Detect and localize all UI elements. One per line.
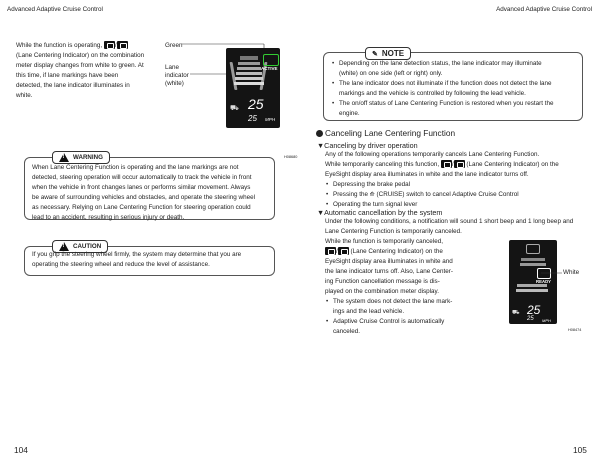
- sub1-bullet: • Pressing the ⟰ (CRUISE) switch to cancel Adaptive Cruise Control: [325, 190, 589, 200]
- note-list: [331, 59, 577, 119]
- fig1-code: H08680: [284, 155, 298, 159]
- car-icon: ⛟: [230, 105, 239, 112]
- cruise-switch-icon: ⟰: [369, 192, 375, 198]
- fig2-code: H08474: [568, 328, 582, 332]
- page-number-left: 104: [14, 445, 28, 455]
- caution-title: ! CAUTION: [52, 240, 108, 253]
- note-icon: ✎: [372, 50, 378, 58]
- sub2-body-narrow: While the function is temporarily canceled, / (Lane Centering Indicator) on the EyeSight display area illuminates in white and the lane indicator turns off. Also, Lane Center- ing Function cancellation message is dis- played on the combination meter display. • The system does not detect the lane mark- ings and the lead vehicle. • Adaptive Cruise Control is automatically canceled.: [325, 237, 485, 337]
- active-label: ACTIVE: [261, 66, 278, 71]
- triangle-marker-icon: ▼: [317, 141, 325, 150]
- current-speed: 25: [248, 114, 257, 123]
- note-item: • The lane indicator does not illuminate if the function does not detect the lane markings and the vehicle is controlled by following the lead vehicle.: [331, 79, 577, 99]
- set-speed: 25: [248, 96, 264, 112]
- lane-centering-icon: [338, 247, 349, 255]
- note-item: • The on/off status of Lane Centering Function is restored when you restart the engine.: [331, 99, 577, 119]
- speed-unit: MPH: [265, 117, 275, 122]
- header-right: Advanced Adaptive Cruise Control: [496, 6, 592, 13]
- sub1-body: Any of the following operations temporarily cancels Lane Centering Function. While temporarily canceling this function, / (Lane Centering Indicator) on the EyeSight display area illuminates in white and the lane indicator turns off. • Depressing the brake pedal • Pressing the ⟰ (CRUISE) switch to cancel Adaptive Cruise Control • Operating the turn signal lever: [325, 150, 589, 210]
- sub2-bullet: • The system does not detect the lane mark- ings and the lead vehicle.: [325, 297, 485, 317]
- sub2-body-wide: Under the following conditions, a notification will sound 1 short beep and 1 long beep and Lane Centering Function is temporarily canceled.: [325, 218, 574, 235]
- triangle-marker-icon: ▼: [317, 208, 325, 217]
- fig2-display: [509, 240, 557, 324]
- lead-vehicle-bar: [240, 56, 258, 60]
- steering-icon: [325, 247, 336, 255]
- header-left: Advanced Adaptive Cruise Control: [7, 6, 103, 13]
- warning-text: When Lane Centering Function is operating and the lane markings are not detected, steering operation will occur automatically to track the vehicle in front when the vehicle in front changes lanes or performs similar movement. Always be aware of surrounding vehicles and obstacles, and operate the steering wheel as necessary. Relying on Lane Centering Function for steering operation could lead to an accident, resulting in serious injury or death.: [32, 164, 255, 221]
- speed-unit: MPH: [542, 318, 551, 323]
- sub1-title: ▼Canceling by driver operation: [317, 141, 418, 150]
- intro-paragraph: While the function is operating, / (Lane Centering Indicator) on the combination meter display changes from white to green. At this time, if lane markings have been detected, the lane indicator illuminates in white.: [16, 42, 145, 99]
- car-icon: ⛟: [512, 310, 520, 316]
- sub2-bullet: • Adaptive Cruise Control is automatically canceled.: [325, 317, 485, 337]
- sub2-title: ▼Automatic cancellation by the system: [317, 208, 443, 217]
- warning-title: ! WARNING: [52, 151, 110, 164]
- note-title: ✎ NOTE: [365, 47, 411, 60]
- section-title: Canceling Lane Centering Function: [316, 128, 455, 138]
- fig1-label-lane: Lane indicator (white): [165, 64, 189, 87]
- caution-text: If you grip the steering wheel firmly, the system may determine that you are operating the steering wheel and reduce the level of assistance.: [32, 251, 242, 268]
- fig2-label-white: White: [563, 269, 580, 276]
- set-speed: 25: [527, 303, 541, 317]
- sub1-bullet: • Depressing the brake pedal: [325, 180, 589, 190]
- warning-icon: [59, 153, 69, 162]
- steering-icon: [104, 41, 115, 49]
- lane-centering-icon: [454, 160, 465, 168]
- ready-label: READY: [536, 279, 552, 284]
- steering-icon: [441, 160, 452, 168]
- section-bullet-icon: [316, 130, 323, 137]
- fig1-label-green: Green: [165, 42, 183, 49]
- lane-centering-icon: [117, 41, 128, 49]
- lane-centering-indicator-icon: [263, 54, 279, 66]
- fig1-display: [226, 48, 280, 128]
- current-speed: 25: [527, 316, 534, 322]
- sub1-bullet: • Operating the turn signal lever: [325, 200, 589, 210]
- page-number-right: 105: [573, 445, 587, 455]
- note-item: • Depending on the lane detection status, the lane indicator may illuminate (white) on one side (left or right) only.: [331, 59, 577, 79]
